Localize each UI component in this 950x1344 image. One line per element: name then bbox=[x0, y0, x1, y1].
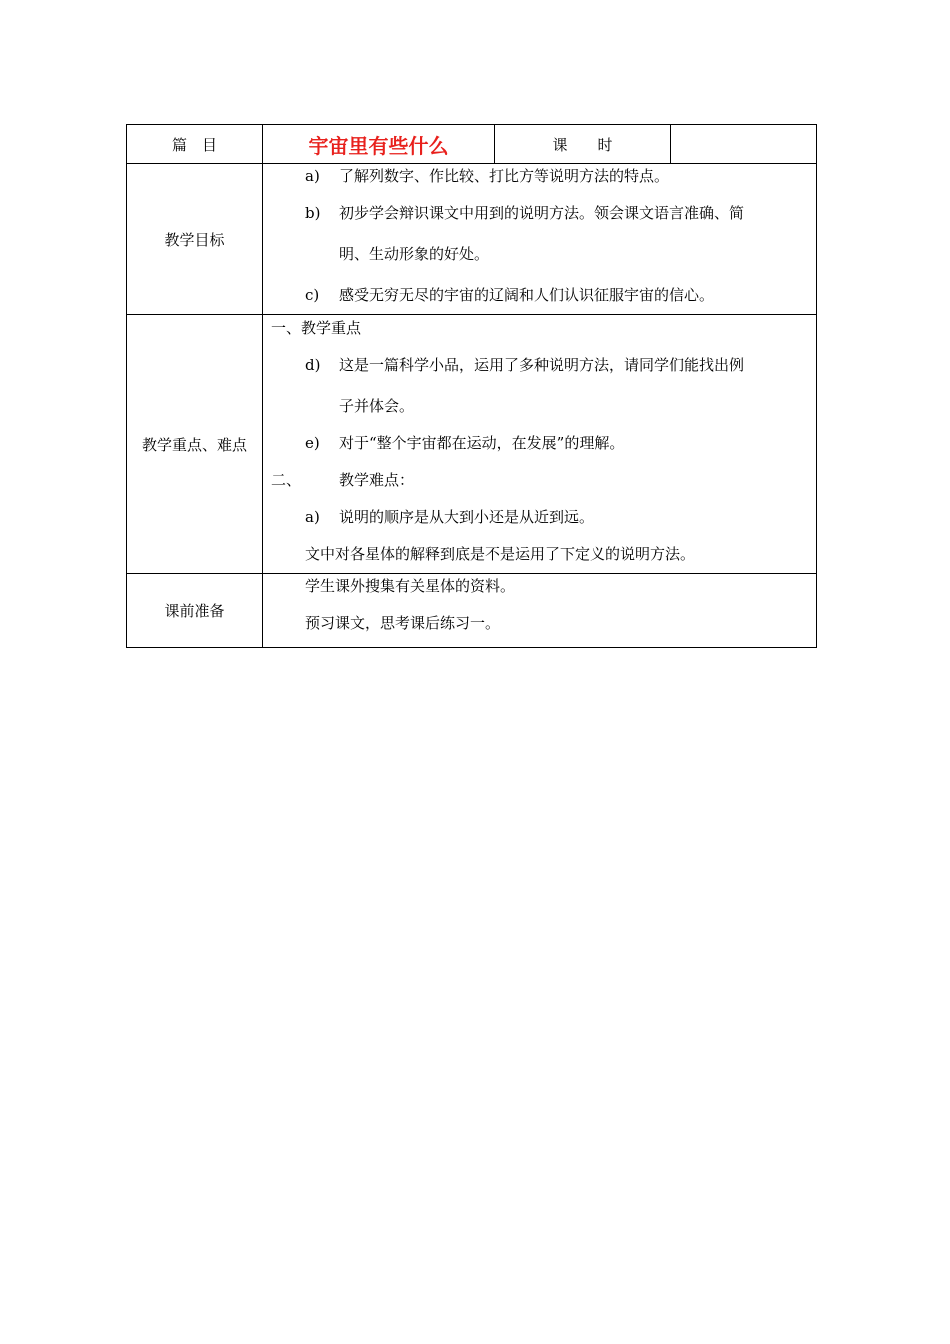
objective-item bbox=[263, 204, 816, 223]
objectives-row bbox=[127, 164, 817, 315]
item-marker: c) bbox=[305, 286, 320, 304]
section-heading bbox=[263, 471, 816, 490]
lesson-plan-sheet bbox=[126, 124, 816, 648]
preparation-content bbox=[263, 574, 817, 648]
item-text: 对于“整个宇宙都在运动，在发展”的理解。 bbox=[339, 434, 625, 452]
objective-item-continuation bbox=[263, 245, 816, 264]
difficulty-note bbox=[263, 545, 816, 564]
heading-number: 二、 bbox=[271, 471, 302, 489]
item-marker: a) bbox=[305, 167, 320, 185]
item-text: 初步学会辩识课文中用到的说明方法。领会课文语言准确、简 bbox=[339, 204, 745, 222]
preparation-text: 预习课文，思考课后练习一。 bbox=[305, 614, 501, 632]
preparation-text: 学生课外搜集有关星体的资料。 bbox=[305, 577, 516, 595]
key-point-item bbox=[263, 434, 816, 453]
key-point-item-continuation bbox=[263, 397, 816, 416]
heading-text: 教学难点： bbox=[339, 471, 415, 489]
preparation-line bbox=[263, 577, 816, 596]
item-marker: d) bbox=[305, 356, 321, 374]
item-marker: e) bbox=[305, 434, 320, 452]
item-text: 这是一篇科学小品，运用了多种说明方法，请同学们能找出例 bbox=[339, 356, 745, 374]
note-text: 文中对各星体的解释到底是不是运用了下定义的说明方法。 bbox=[305, 545, 696, 563]
lesson-title: 宇宙里有些什么 bbox=[263, 125, 495, 164]
item-text: 子并体会。 bbox=[339, 397, 415, 415]
difficulty-item bbox=[263, 508, 816, 527]
item-marker: b) bbox=[305, 204, 321, 222]
objectives-label: 教学目标 bbox=[127, 164, 263, 315]
item-text: 了解列数字、作比较、打比方等说明方法的特点。 bbox=[339, 167, 670, 185]
title-label: 篇 目 bbox=[127, 125, 263, 164]
section-heading bbox=[263, 319, 816, 338]
header-row bbox=[127, 125, 817, 164]
key-point-item bbox=[263, 356, 816, 375]
objective-item bbox=[263, 167, 816, 186]
preparation-row bbox=[127, 574, 817, 648]
key-points-content bbox=[263, 315, 817, 574]
preparation-line bbox=[263, 614, 816, 633]
item-marker: a) bbox=[305, 508, 320, 526]
preparation-label: 课前准备 bbox=[127, 574, 263, 648]
key-points-label: 教学重点、难点 bbox=[127, 315, 263, 574]
lesson-plan-table bbox=[126, 124, 817, 648]
objective-item bbox=[263, 286, 816, 305]
heading-text: 一、教学重点 bbox=[271, 319, 362, 337]
objectives-content bbox=[263, 164, 817, 315]
period-value bbox=[671, 125, 817, 164]
period-label: 课 时 bbox=[495, 125, 671, 164]
item-text: 说明的顺序是从大到小还是从近到远。 bbox=[339, 508, 595, 526]
item-text: 感受无穷无尽的宇宙的辽阔和人们认识征服宇宙的信心。 bbox=[339, 286, 715, 304]
item-text: 明、生动形象的好处。 bbox=[339, 245, 490, 263]
key-points-row bbox=[127, 315, 817, 574]
